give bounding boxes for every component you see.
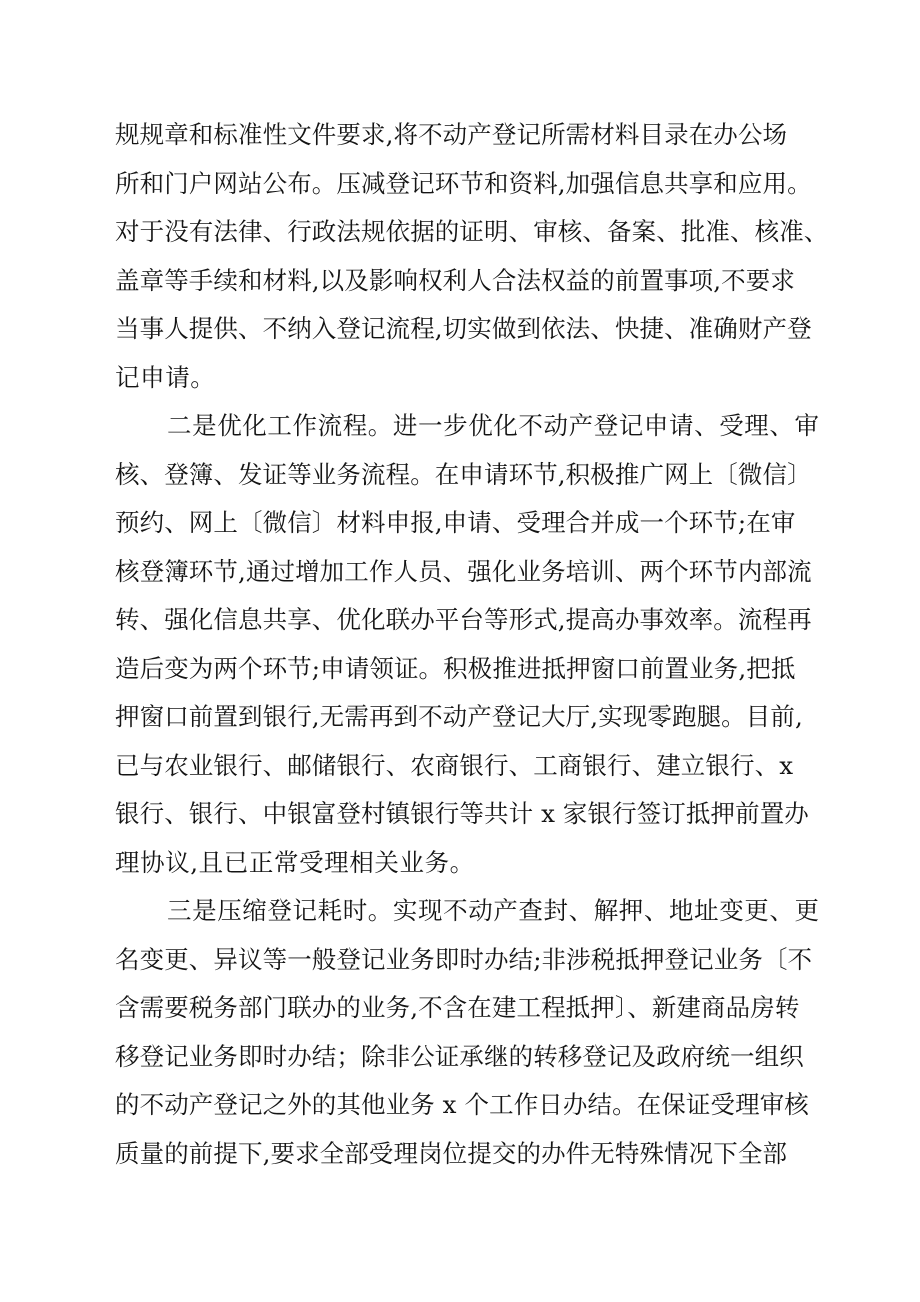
paragraph-1 bbox=[115, 111, 829, 402]
text-line: 预约、网上〔微信〕材料申报,申请、受理合并成一个环节;在审 bbox=[115, 508, 796, 537]
text-line: 的不动产登记之外的其他业务 x 个工作日办结。在保证受理审核 bbox=[115, 1090, 809, 1119]
text-line: 移登记业务即时办结；除非公证承继的转移登记及政府统一组织 bbox=[115, 1041, 804, 1071]
text-line: 当事人提供、不纳入登记流程,切实做到依法、快捷、准确财产登 bbox=[115, 314, 812, 343]
text-line: 名变更、异议等一般登记业务即时办结;非涉税抵押登记业务〔不 bbox=[115, 944, 813, 974]
text-line: 核、登簿、发证等业务流程。在申请环节,积极推广网上〔微信〕 bbox=[115, 459, 812, 489]
text-line: 核登簿环节,通过增加工作人员、强化业务培训、两个环节内部流 bbox=[115, 556, 812, 586]
text-line: 含需要税务部门联办的业务,不含在建工程抵押〕、新建商品房转 bbox=[115, 993, 800, 1022]
document-body bbox=[115, 111, 829, 1178]
text-line: 二是优化工作流程。进一步优化不动产登记申请、受理、审 bbox=[167, 411, 820, 440]
paragraph-2 bbox=[115, 402, 820, 887]
text-line: 银行、银行、中银富登村镇银行等共计 x 家银行签订抵押前置办 bbox=[115, 799, 809, 828]
text-line: 已与农业银行、邮储银行、农商银行、工商银行、建立银行、x bbox=[115, 750, 794, 780]
text-line: 押窗口前置到银行,无需再到不动产登记大厅,实现零跑腿。目前, bbox=[115, 702, 803, 731]
text-line: 盖章等手续和材料,以及影响权利人合法权益的前置事项,不要求 bbox=[115, 265, 795, 295]
text-line: 理协议,且已正常受理相关业务。 bbox=[115, 847, 475, 877]
text-line: 转、强化信息共享、优化联办平台等形式,提高办事效率。流程再 bbox=[115, 605, 812, 634]
text-line: 规规章和标准性文件要求,将不动产登记所需材料目录在办公场 bbox=[115, 120, 788, 149]
paragraph-3 bbox=[115, 887, 820, 1178]
text-line: 造后变为两个环节;申请领证。积极推进抵押窗口前置业务,把抵 bbox=[115, 653, 796, 683]
text-line: 对于没有法律、行政法规依据的证明、审核、备案、批准、核准、 bbox=[115, 217, 829, 246]
text-line: 三是压缩登记耗时。实现不动产查封、解押、地址变更、更 bbox=[167, 896, 820, 925]
text-line: 所和门户网站公布。压减登记环节和资料,加强信息共享和应用。 bbox=[115, 168, 812, 198]
text-line: 质量的前提下,要求全部受理岗位提交的办件无特殊情况下全部 bbox=[115, 1138, 788, 1168]
text-line: 记申请。 bbox=[115, 362, 216, 392]
